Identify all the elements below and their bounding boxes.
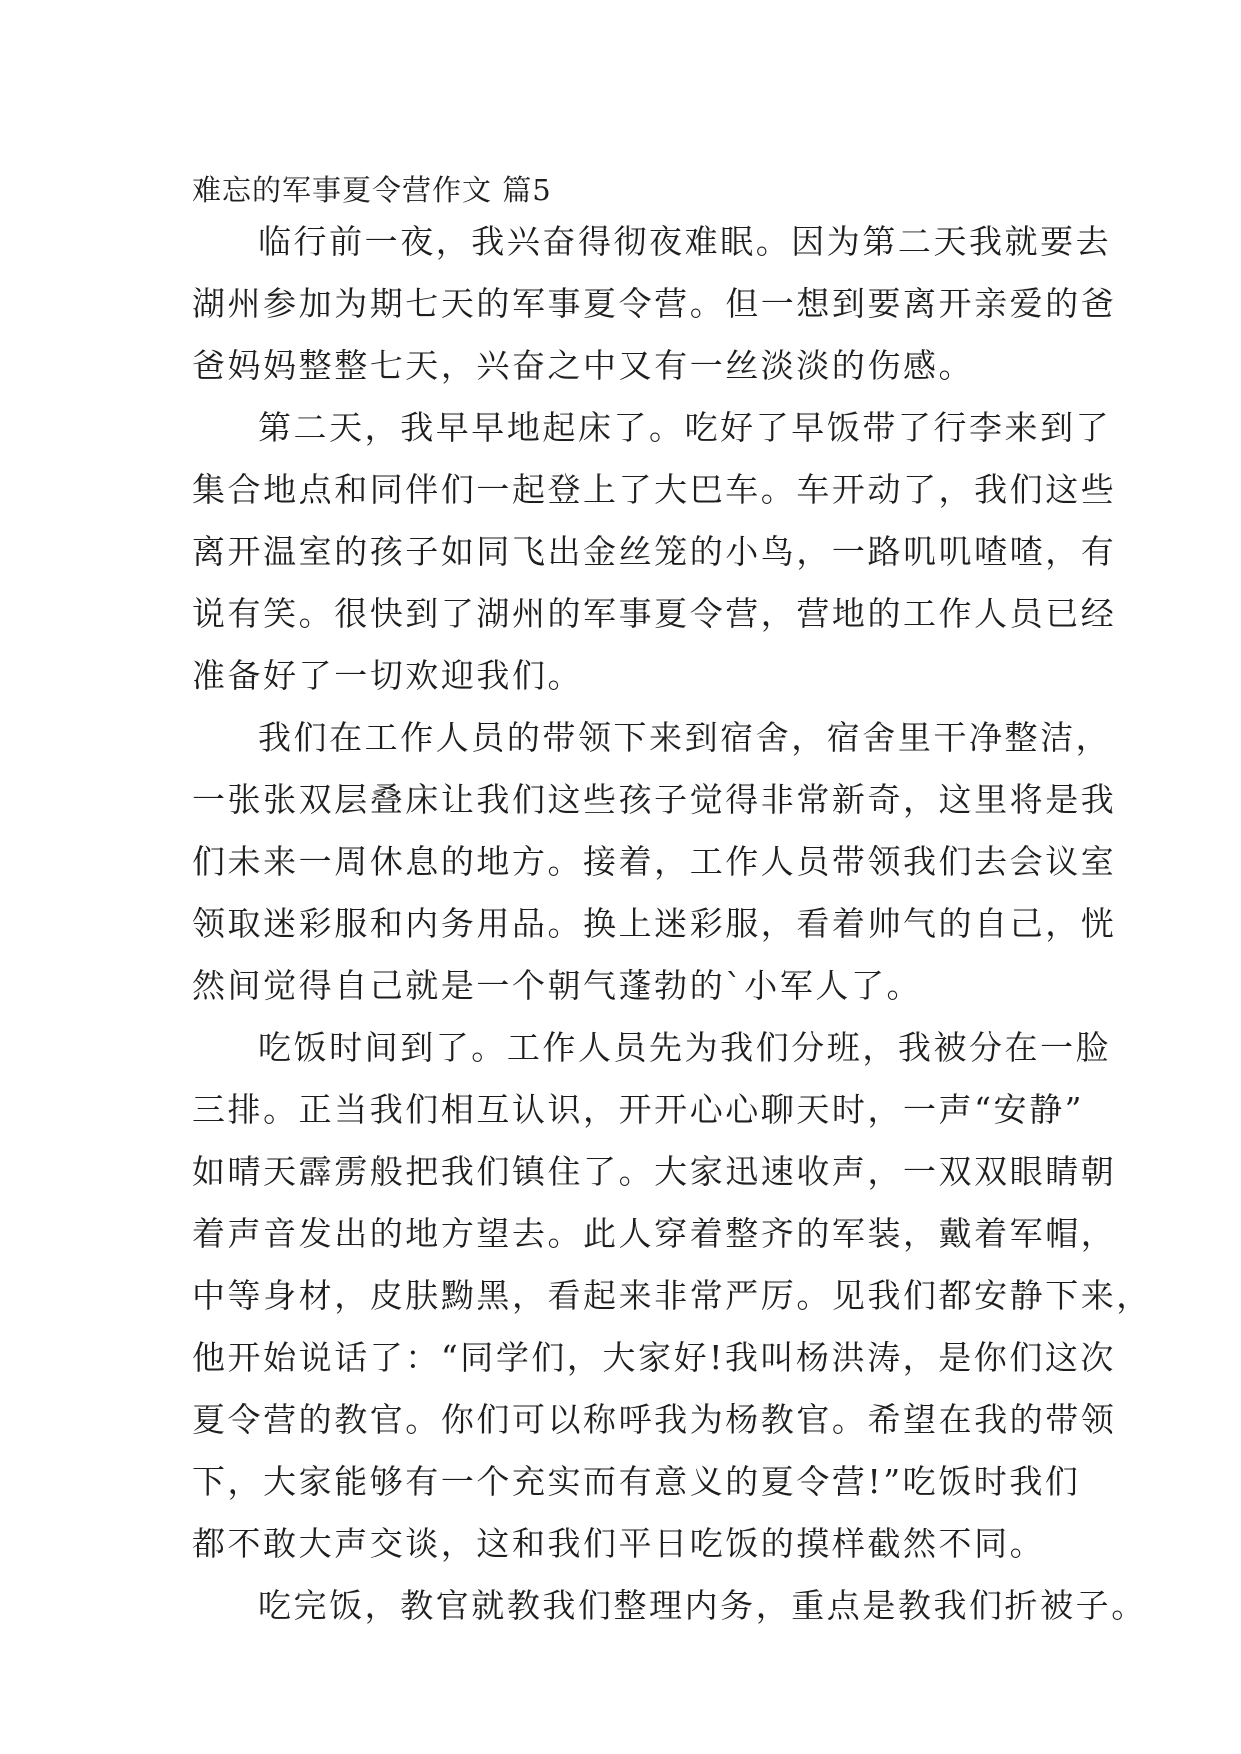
paragraph bbox=[192, 1575, 1147, 1637]
document-body bbox=[192, 211, 1152, 1637]
text-line: 他开始说话了：“同学们，大家好!我叫杨洪涛，是你们这次 bbox=[192, 1338, 1116, 1377]
text-line: 下，大家能够有一个充实而有意义的夏令营!”吃饭时我们 bbox=[192, 1462, 1081, 1501]
text-line: 三排。正当我们相互认识，开开心心聊天时，一声“安静” bbox=[192, 1090, 1085, 1129]
paragraph bbox=[192, 1017, 1152, 1575]
text-line: 吃完饭，教官就教我们整理内务，重点是教我们折被子。 bbox=[258, 1586, 1147, 1625]
text-line: 们未来一周休息的地方。接着，工作人员带领我们去会议室 bbox=[192, 842, 1117, 881]
text-line: 爸妈妈整整七天，兴奋之中又有一丝淡淡的伤感。 bbox=[192, 346, 975, 385]
text-line: 集合地点和同伴们一起登上了大巴车。车开动了，我们这些 bbox=[192, 470, 1117, 509]
text-line: 一张张双层叠床让我们这些孩子觉得非常新奇，这里将是我 bbox=[192, 780, 1117, 819]
text-line: 临行前一夜，我兴奋得彻夜难眠。因为第二天我就要去 bbox=[258, 222, 1112, 261]
text-line: 都不敢大声交谈，这和我们平日吃饭的摸样截然不同。 bbox=[192, 1524, 1046, 1563]
text-line: 说有笑。很快到了湖州的军事夏令营，营地的工作人员已经 bbox=[192, 594, 1117, 633]
document-title: 难忘的军事夏令营作文 篇5 bbox=[192, 173, 552, 207]
text-line: 离开温室的孩子如同飞出金丝笼的小鸟，一路叽叽喳喳，有 bbox=[192, 532, 1117, 571]
text-line: 第二天，我早早地起床了。吃好了早饭带了行李来到了 bbox=[258, 408, 1112, 447]
paragraph bbox=[192, 211, 1117, 397]
text-line: 准备好了一切欢迎我们。 bbox=[192, 656, 584, 695]
text-line: 中等身材，皮肤黝黑，看起来非常严厉。见我们都安静下来， bbox=[192, 1276, 1152, 1315]
text-line: 领取迷彩服和内务用品。换上迷彩服，看着帅气的自己，恍 bbox=[192, 904, 1117, 943]
text-line: 着声音发出的地方望去。此人穿着整齐的军装，戴着军帽， bbox=[192, 1214, 1117, 1253]
paragraph bbox=[192, 707, 1117, 1017]
paragraph bbox=[192, 397, 1117, 707]
text-line: 夏令营的教官。你们可以称呼我为杨教官。希望在我的带领 bbox=[192, 1400, 1117, 1439]
text-line: 如晴天霹雳般把我们镇住了。大家迅速收声，一双双眼睛朝 bbox=[192, 1152, 1117, 1191]
text-line: 吃饭时间到了。工作人员先为我们分班，我被分在一脸 bbox=[258, 1028, 1112, 1067]
text-line: 我们在工作人员的带领下来到宿舍，宿舍里干净整洁， bbox=[258, 718, 1112, 757]
text-line: 湖州参加为期七天的军事夏令营。但一想到要离开亲爱的爸 bbox=[192, 284, 1117, 323]
text-line: 然间觉得自己就是一个朝气蓬勃的`小军人了。 bbox=[192, 966, 923, 1005]
